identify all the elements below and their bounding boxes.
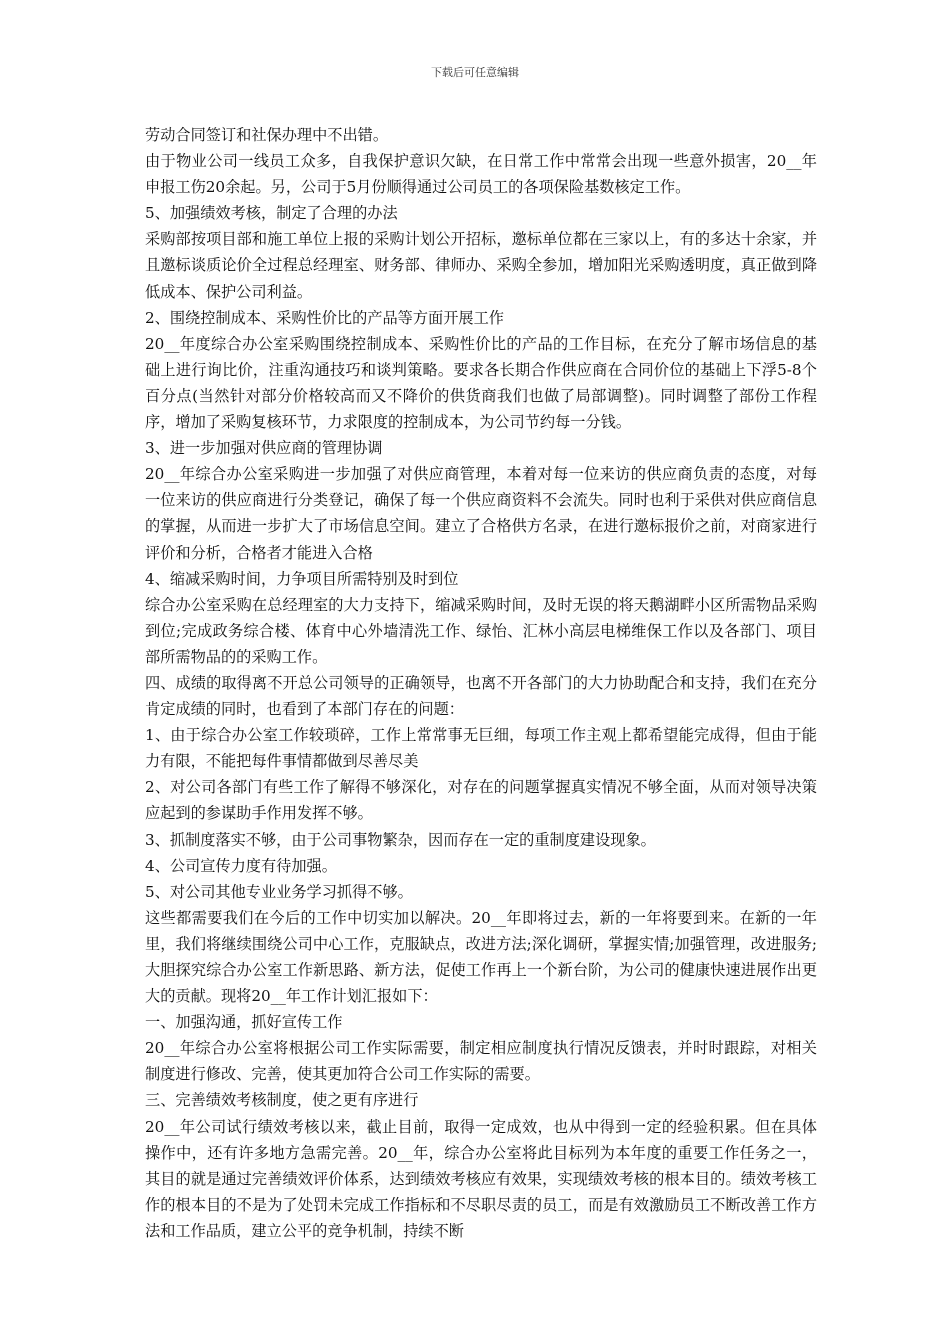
paragraph: 20__年公司试行绩效考核以来，截止目前，取得一定成效，也从中得到一定的经验积累。但在具体操作中，还有许多地方急需完善。20__年，综合办公室将此目标列为本年度的重要工作任务之一，其目的就是通过完善绩效评价体系，达到绩效考核应有效果，实现绩效考核的根本目的。绩效考核工作的根本目的不是为了处罚未完成工作指标和不尽职尽责的员工，而是有效激励员工不断改善工作方法和工作品质，建立公平的竞争机制，持续不断 xyxy=(145,1117,817,1240)
document-body xyxy=(145,122,817,1244)
paragraph: 劳动合同签订和社保办理中不出错。 xyxy=(145,126,388,144)
paragraph: 四、成绩的取得离不开总公司领导的正确领导，也离不开各部门的大力协助配合和支持，我们在充分肯定成绩的同时，也看到了本部门存在的问题： xyxy=(145,673,817,719)
list-item: 1、由于综合办公室工作较琐碎，工作上常常事无巨细，每项工作主观上都希望能完成得，但由于能力有限，不能把每件事情都做到尽善尽美 xyxy=(145,726,817,771)
list-item: 4、公司宣传力度有待加强。 xyxy=(145,856,337,875)
section-heading: 三、完善绩效考核制度，使之更有序进行 xyxy=(145,1091,419,1110)
paragraph: 20__年综合办公室采购进一步加强了对供应商管理，本着对每一位来访的供应商负责的态度，对每一位来访的供应商进行分类登记，确保了每一个供应商资料不会流失。同时也利于采供对供应商信息的掌握，从而进一步扩大了市场信息空间。建立了合格供方名录，在进行邀标报价之前，对商家进行评价和分析，合格者才能进入合格 xyxy=(145,465,817,562)
list-item: 3、抓制度落实不够，由于公司事物繁杂，因而存在一定的重制度建设现象。 xyxy=(145,830,656,849)
list-item: 5、对公司其他专业业务学习抓得不够。 xyxy=(145,882,413,901)
paragraph: 综合办公室采购在总经理室的大力支持下，缩减采购时间，及时无误的将天鹅湖畔小区所需物品采购到位;完成政务综合楼、体育中心外墙清洗工作、绿怡、汇林小高层电梯维保工作以及各部门、项目部所需物品的的采购工作。 xyxy=(145,595,817,666)
paragraph: 20__年综合办公室将根据公司工作实际需要，制定相应制度执行情况反馈表，并时时跟踪，对相关制度进行修改、完善，使其更加符合公司工作实际的需要。 xyxy=(145,1039,817,1084)
paragraph: 20__年度综合办公室采购围绕控制成本、采购性价比的产品的工作目标，在充分了解市场信息的基础上进行询比价，注重沟通技巧和谈判策略。要求各长期合作供应商在合同价位的基础上下浮5-8个百分点(当然针对部分价格较高而又不降价的供货商我们也做了局部调整)。同时调整了部份工作程序，增加了采购复核环节，力求限度的控制成本，为公司节约每一分钱。 xyxy=(145,334,817,432)
section-heading: 2、围绕控制成本、采购性价比的产品等方面开展工作 xyxy=(145,308,504,327)
paragraph: 由于物业公司一线员工众多，自我保护意识欠缺，在日常工作中常常会出现一些意外损害，20__年申报工伤20余起。另，公司于5月份顺得通过公司员工的各项保险基数核定工作。 xyxy=(145,152,817,197)
paragraph: 采购部按项目部和施工单位上报的采购计划公开招标，邀标单位都在三家以上，有的多达十余家，并且邀标谈质论价全过程总经理室、财务部、律师办、采购全参加，增加阳光采购透明度，真正做到降低成本、保护公司利益。 xyxy=(145,230,817,301)
section-heading: 5、加强绩效考核，制定了合理的办法 xyxy=(145,204,398,223)
section-heading: 4、缩减采购时间，力争项目所需特别及时到位 xyxy=(145,569,459,588)
list-item: 2、对公司各部门有些工作了解得不够深化，对存在的问题掌握真实情况不够全面，从而对领导决策应起到的参谋助手作用发挥不够。 xyxy=(145,778,817,823)
paragraph: 这些都需要我们在今后的工作中切实加以解决。20__年即将过去，新的一年将要到来。在新的一年里，我们将继续围绕公司中心工作，克服缺点，改进方法;深化调研，掌握实情;加强管理，改进服务;大胆探究综合办公室工作新思路、新方法，促使工作再上一个新台阶，为公司的健康快速进展作出更大的贡献。现将20__年工作计划汇报如下： xyxy=(145,908,817,1006)
page-header: 下载后可任意编辑 xyxy=(431,66,519,79)
section-heading: 3、进一步加强对供应商的管理协调 xyxy=(145,439,383,458)
section-heading: 一、加强沟通，抓好宣传工作 xyxy=(145,1013,343,1032)
